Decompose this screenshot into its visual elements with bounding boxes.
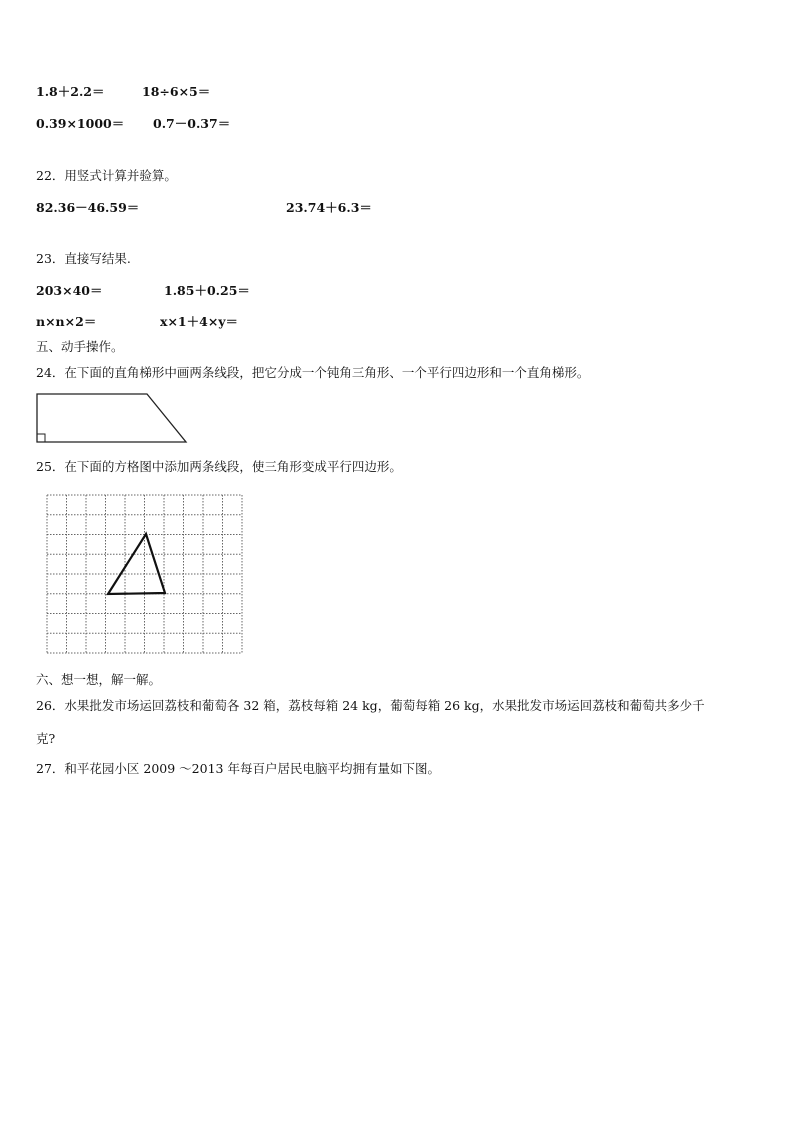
expr-82-36-minus-46-59: 82.36－46.59＝: [36, 200, 140, 215]
question-24: 24．在下面的直角梯形中画两条线段，把它分成一个钝角三角形、一个平行四边形和一个直角梯形。: [36, 365, 590, 380]
right-trapezoid-figure: [36, 393, 188, 443]
expr-23-74-plus-6-3: 23.74＋6.3＝: [286, 200, 372, 215]
question-23: 23．直接写结果.: [36, 251, 131, 266]
expr-x-1-plus-4-y: x×1＋4×y＝: [160, 314, 239, 329]
question-26-line-2: 克?: [36, 731, 56, 746]
expr-n-n-2: n×n×2＝: [36, 314, 97, 329]
section-6-heading: 六、想一想，解一解。: [36, 672, 162, 687]
question-22: 22．用竖式计算并验算。: [36, 168, 177, 183]
grid-with-triangle-figure: [44, 492, 244, 656]
expr-1-8-plus-2-2: 1.8＋2.2＝: [36, 84, 105, 99]
expr-0-39-times-1000: 0.39×1000＝: [36, 116, 125, 131]
expr-203-times-40: 203×40＝: [36, 283, 103, 298]
question-26-line-1: 26．水果批发市场运回荔枝和葡萄各 32 箱，荔枝每箱 24 kg，葡萄每箱 26 kg，水果批发市场运回荔枝和葡萄共多少千: [36, 698, 705, 713]
question-27: 27．和平花园小区 2009 ～2013 年每百户居民电脑平均拥有量如下图。: [36, 761, 440, 776]
expr-18-div-6-times-5: 18÷6×5＝: [142, 84, 211, 99]
expr-0-7-minus-0-37: 0.7－0.37＝: [153, 116, 231, 131]
expr-1-85-plus-0-25: 1.85＋0.25＝: [164, 283, 250, 298]
section-5-heading: 五、动手操作。: [36, 339, 124, 354]
question-25: 25．在下面的方格图中添加两条线段，使三角形变成平行四边形。: [36, 459, 402, 474]
